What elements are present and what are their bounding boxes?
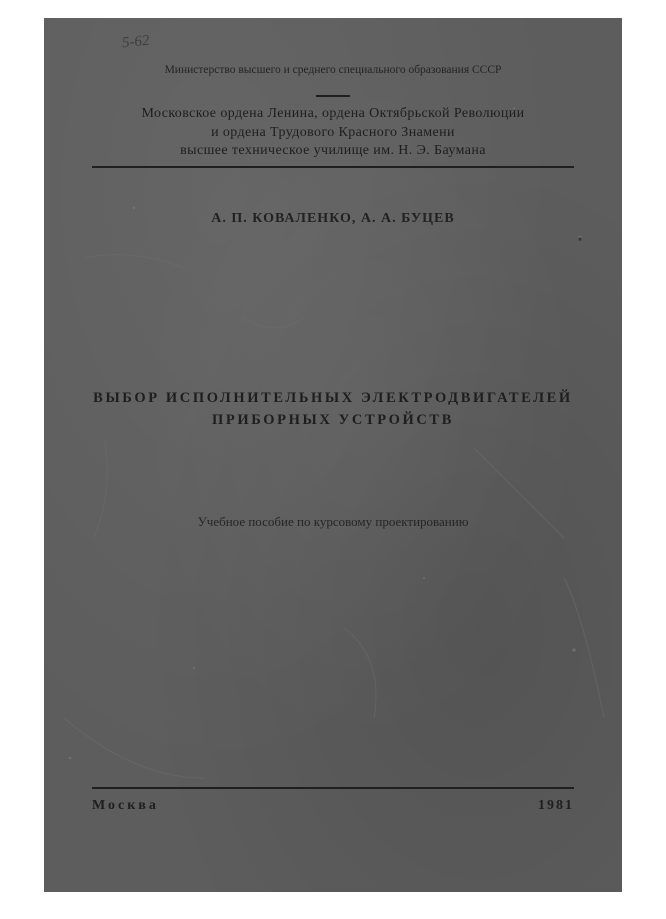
handwritten-note: 5-62 [121,32,151,52]
bottom-divider [92,787,574,789]
authors: А. П. КОВАЛЕНКО, А. А. БУЦЕВ [211,211,455,226]
ministry-line: Министерство высшего и среднего специального образования СССР [164,64,502,76]
book-title-line-2: ПРИБОРНЫХ УСТРОЙСТВ [212,412,454,428]
top-divider [92,166,574,168]
imprint-year: 1981 [538,798,574,813]
book-subtitle: Учебное пособие по курсовому проектированию [197,514,469,529]
institution-line-1: Московское ордена Ленина, ордена Октябрьской Революции [141,106,525,121]
imprint-city: Москва [92,798,159,813]
institution-line-3: высшее техническое училище им. Н. Э. Баумана [180,143,486,158]
book-title-line-1: ВЫБОР ИСПОЛНИТЕЛЬНЫХ ЭЛЕКТРОДВИГАТЕЛЕЙ [93,390,573,406]
short-divider [316,95,350,97]
book-cover [44,18,622,892]
institution-line-2: и ордена Трудового Красного Знамени [211,125,455,140]
